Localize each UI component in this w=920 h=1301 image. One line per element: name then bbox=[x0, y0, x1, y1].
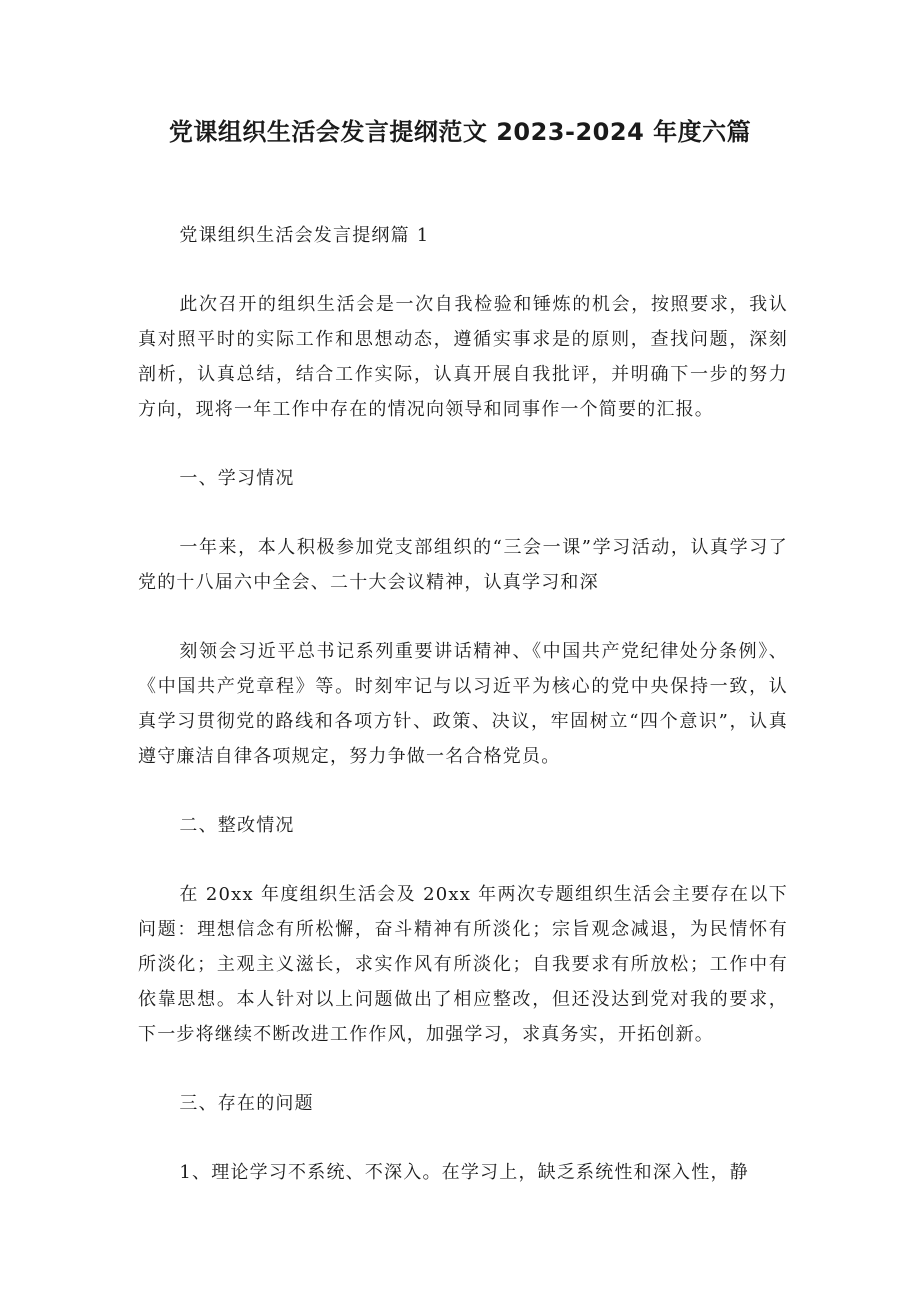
body-paragraph: 在 20xx 年度组织生活会及 20xx 年两次专题组织生活会主要存在以下问题：理想信念有所松懈，奋斗精神有所淡化；宗旨观念减退，为民情怀有所淡化；主观主义滋长，求实作风有所淡化；自我要求有所放松；工作中有依靠思想。本人针对以上问题做出了相应整改，但还没达到党对我的要求，下一步将继续不断改进工作作风，加强学习，求真务实，开拓创新。 bbox=[138, 884, 788, 1045]
body-paragraph: 刻领会习近平总书记系列重要讲话精神、《中国共产党纪律处分条例》、《中国共产党章程》等。时刻牢记与以习近平为核心的党中央保持一致，认真学习贯彻党的路线和各项方针、政策、决议，牢固树立“四个意识”，认真遵守廉洁自律各项规定，努力争做一名合格党员。 bbox=[138, 641, 788, 767]
section-heading: 党课组织生活会发言提纲篇 1 bbox=[179, 225, 430, 246]
section-heading: 三、存在的问题 bbox=[179, 1093, 314, 1114]
body-paragraph: 1、理论学习不系统、不深入。在学习上，缺乏系统性和深入性，静 bbox=[179, 1162, 749, 1183]
body-paragraph: 一年来，本人积极参加党支部组织的“三会一课”学习活动，认真学习了党的十八届六中全会、二十大会议精神，认真学习和深 bbox=[138, 537, 788, 593]
body-paragraph: 此次召开的组织生活会是一次自我检验和锤炼的机会，按照要求，我认真对照平时的实际工作和思想动态，遵循实事求是的原则，查找问题，深刻剖析，认真总结，结合工作实际，认真开展自我批评，并明确下一步的努力方向，现将一年工作中存在的情况向领导和同事作一个简要的汇报。 bbox=[138, 294, 788, 420]
section-heading: 一、学习情况 bbox=[179, 468, 295, 489]
document-title: 党课组织生活会发言提纲范文 2023-2024 年度六篇 bbox=[168, 118, 752, 146]
document-body bbox=[138, 218, 788, 1224]
section-heading: 二、整改情况 bbox=[179, 815, 295, 836]
